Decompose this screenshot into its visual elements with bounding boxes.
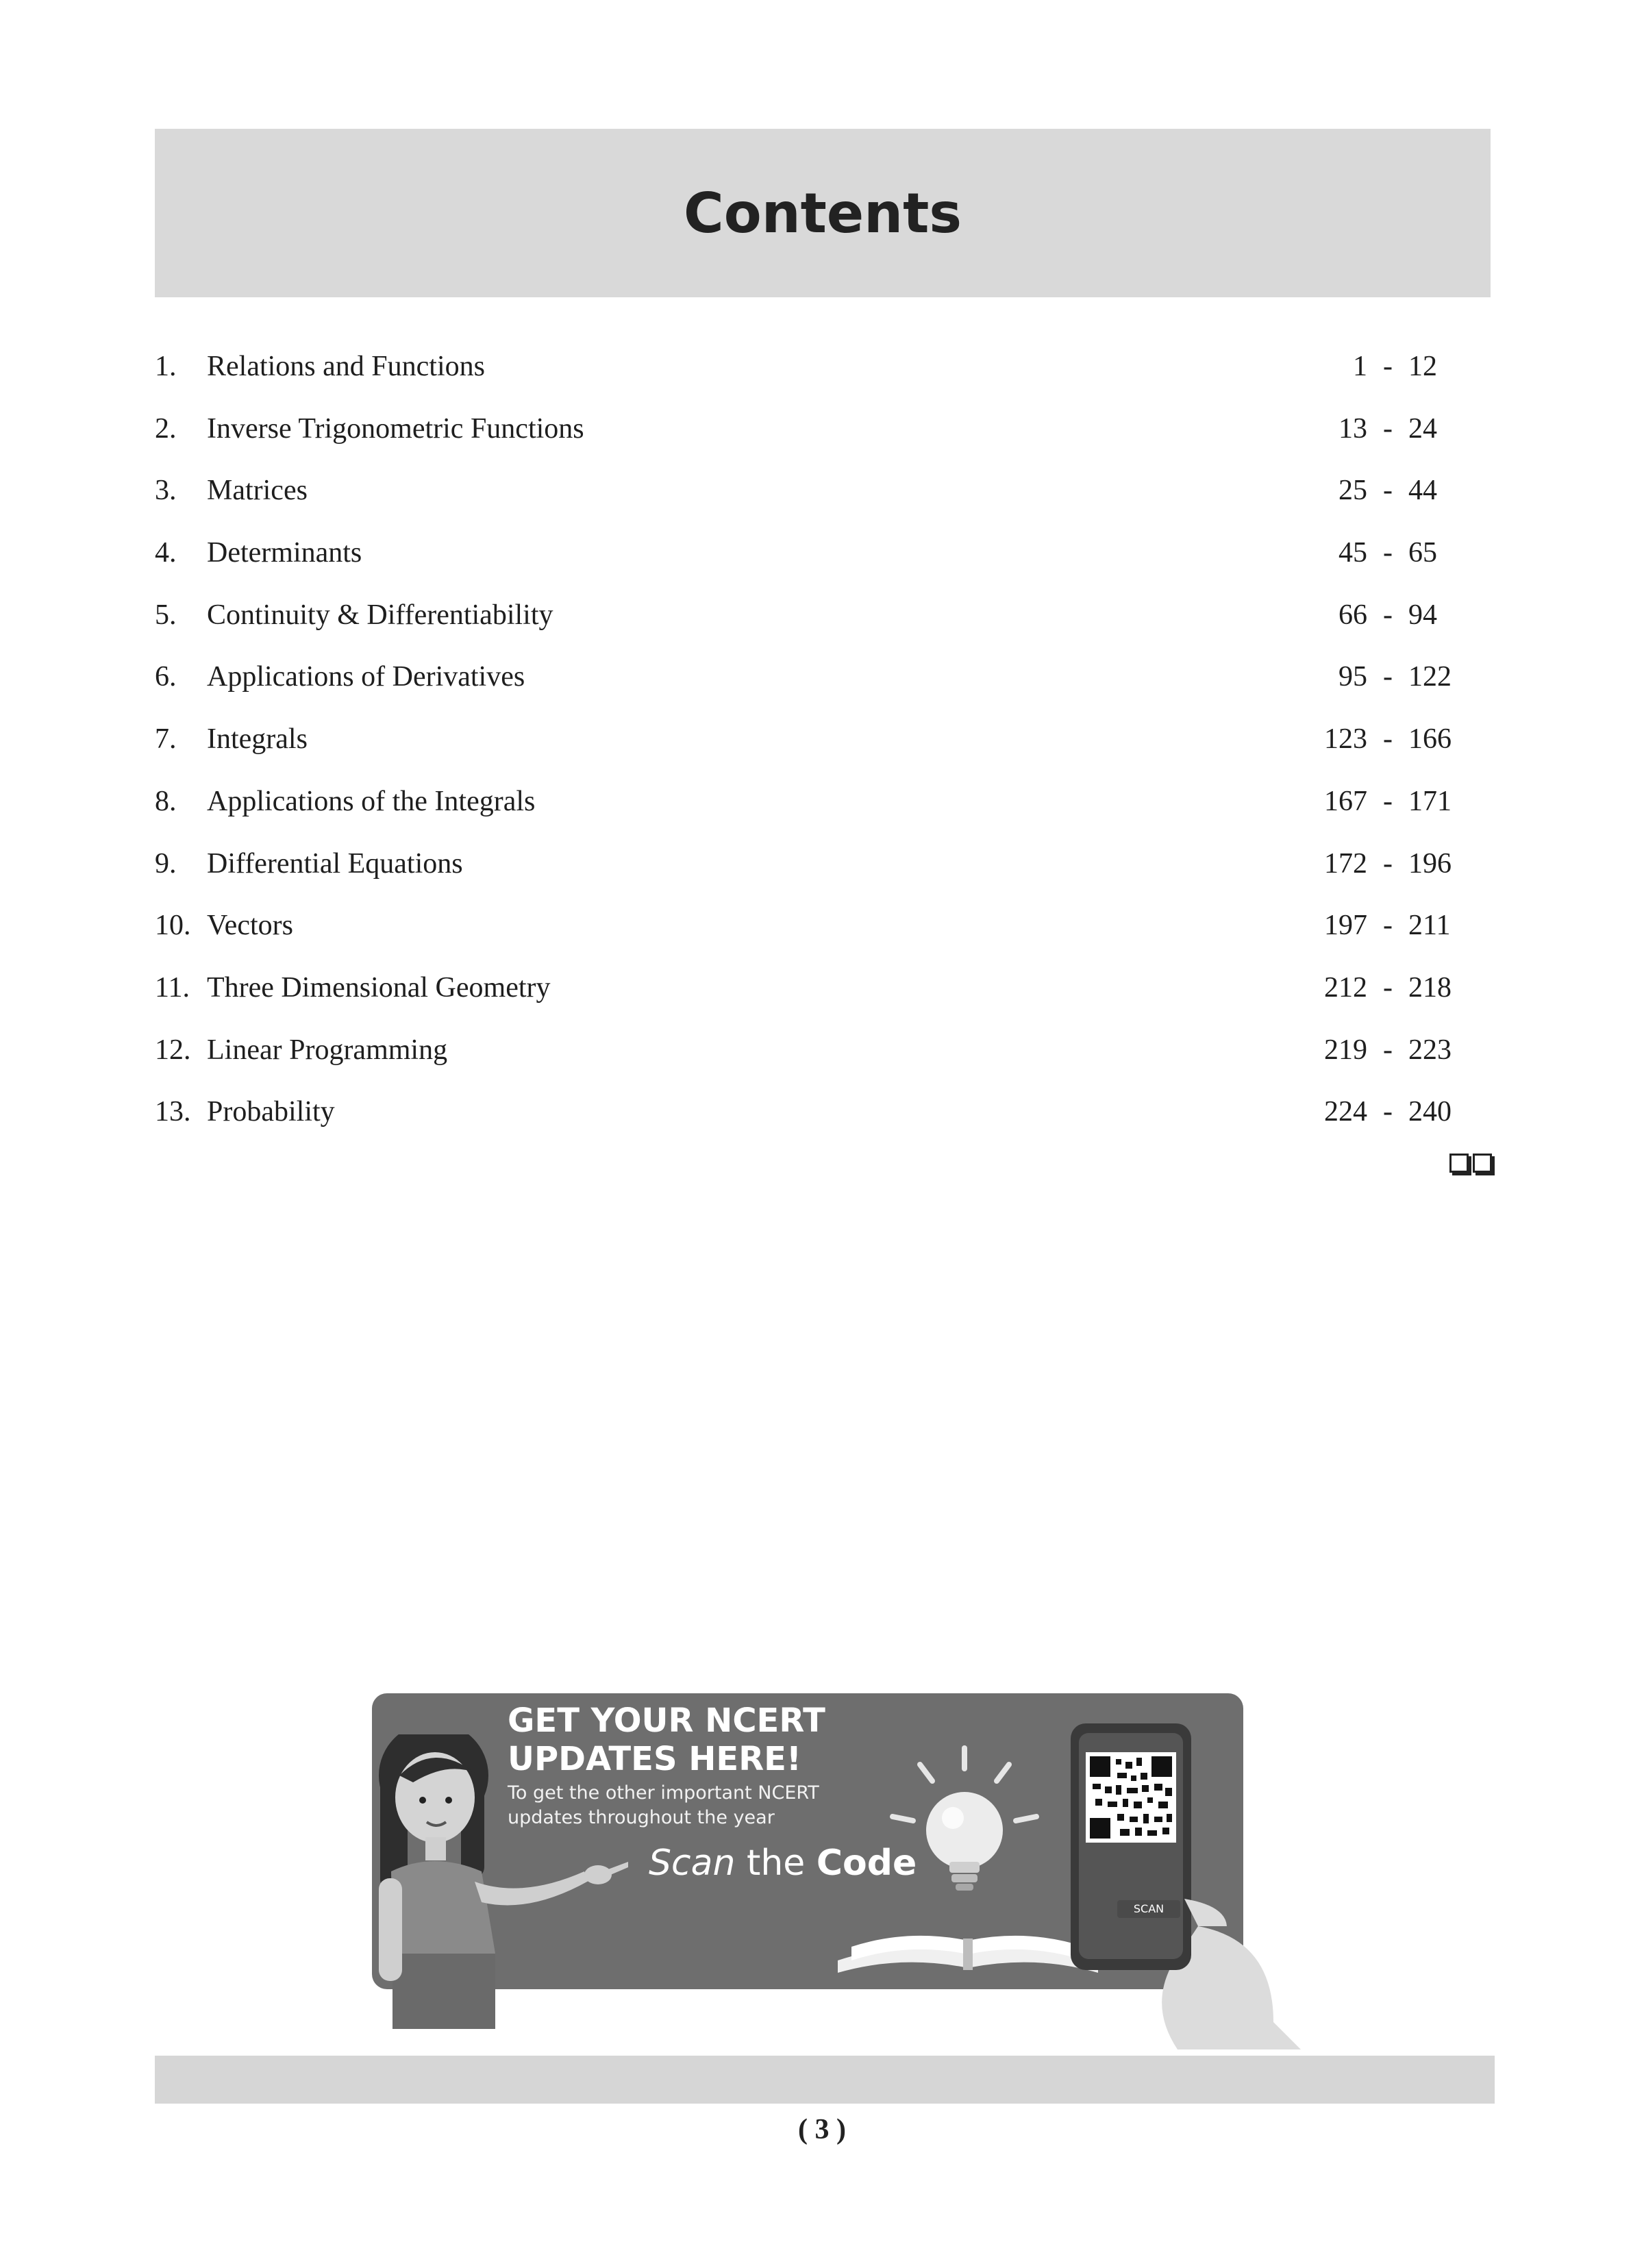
- toc-number: 5.: [155, 599, 177, 631]
- phone-qr-icon: [1068, 1721, 1301, 2049]
- toc-page-dash: -: [1383, 723, 1393, 756]
- toc-page-dash: -: [1383, 537, 1393, 569]
- toc-pages: [1285, 771, 1463, 832]
- cta-word: Scan: [649, 1843, 736, 1884]
- toc-page-start: 172: [1324, 847, 1367, 880]
- toc-row[interactable]: [155, 771, 1491, 833]
- toc-row[interactable]: [155, 833, 1491, 895]
- banner-subtext-line: To get the other important NCERT: [508, 1782, 819, 1804]
- toc-pages: [1285, 1081, 1463, 1143]
- toc-page-dash: -: [1383, 1034, 1393, 1066]
- toc-title: Three Dimensional Geometry: [207, 971, 551, 1004]
- toc-pages: [1285, 957, 1463, 1019]
- toc-page-start: 95: [1338, 661, 1367, 693]
- toc-number: 12.: [155, 1034, 191, 1066]
- toc-pages: [1285, 584, 1463, 646]
- toc-row[interactable]: [155, 398, 1491, 460]
- toc-page-start: 1: [1353, 351, 1367, 382]
- toc-pages: [1285, 1019, 1463, 1081]
- lightbulb-icon: [879, 1741, 1057, 1912]
- square-mark-icon: [1449, 1154, 1469, 1173]
- toc-page-end: 94: [1408, 599, 1437, 631]
- toc-title: Differential Equations: [207, 847, 463, 880]
- toc-page-start: 123: [1324, 723, 1367, 756]
- toc-row[interactable]: [155, 895, 1491, 957]
- cta-word: Code: [816, 1843, 917, 1884]
- toc-page-dash: -: [1383, 910, 1393, 942]
- toc-pages: [1285, 895, 1463, 956]
- banner-headline: [508, 1702, 891, 1778]
- toc-page-end: 223: [1408, 1034, 1452, 1066]
- toc-page-end: 65: [1408, 537, 1437, 569]
- toc-row[interactable]: [155, 708, 1491, 771]
- girl-illustration: [351, 1734, 646, 2029]
- toc-page-start: 219: [1324, 1034, 1367, 1066]
- page-number: ( 3 ): [798, 2114, 846, 2145]
- end-of-section-mark: [1449, 1154, 1492, 1173]
- toc-page-dash: -: [1383, 785, 1393, 817]
- toc-page-end: 240: [1408, 1096, 1452, 1128]
- toc-page-end: 171: [1408, 785, 1452, 817]
- toc-title: Inverse Trigonometric Functions: [207, 412, 584, 445]
- toc-title: Applications of the Integrals: [207, 785, 536, 817]
- toc-page-start: 13: [1338, 412, 1367, 445]
- toc-title: Linear Programming: [207, 1034, 448, 1066]
- toc-page-dash: -: [1383, 475, 1393, 507]
- toc-page-start: 167: [1324, 785, 1367, 817]
- toc-number: 9.: [155, 847, 177, 880]
- toc-page-end: 211: [1408, 910, 1451, 942]
- toc-number: 4.: [155, 537, 177, 569]
- toc-number: 8.: [155, 785, 177, 817]
- ncert-updates-banner[interactable]: [372, 1693, 1243, 1989]
- banner-subtext-line: updates throughout the year: [508, 1807, 775, 1828]
- toc-title: Probability: [207, 1096, 335, 1128]
- toc-row[interactable]: [155, 1081, 1491, 1143]
- toc-page-dash: -: [1383, 971, 1393, 1004]
- toc-pages: [1285, 646, 1463, 708]
- toc-row[interactable]: [155, 336, 1491, 398]
- toc-pages: [1285, 833, 1463, 895]
- toc-page-end: 218: [1408, 971, 1452, 1004]
- toc-title: Determinants: [207, 537, 362, 569]
- toc-title: Vectors: [207, 910, 293, 942]
- toc-number: 13.: [155, 1096, 191, 1128]
- toc-page-end: 122: [1408, 661, 1452, 693]
- footer-band: [155, 2056, 1495, 2104]
- toc-pages: [1285, 336, 1463, 397]
- toc-pages: [1285, 460, 1463, 521]
- banner-headline-line: GET YOUR NCERT: [508, 1702, 825, 1740]
- toc-page-dash: -: [1383, 1096, 1393, 1128]
- toc-page-start: 197: [1324, 910, 1367, 942]
- toc-row[interactable]: [155, 522, 1491, 584]
- toc-row[interactable]: [155, 584, 1491, 647]
- toc-row[interactable]: [155, 646, 1491, 708]
- toc-page-dash: -: [1383, 412, 1393, 445]
- toc-page-start: 45: [1338, 537, 1367, 569]
- toc-number: 1.: [155, 351, 177, 382]
- phone-scan-button: SCAN: [1117, 1900, 1180, 1918]
- toc-page-start: 224: [1324, 1096, 1367, 1128]
- toc-title: Integrals: [207, 723, 308, 756]
- cta-word: the: [746, 1843, 806, 1884]
- toc-pages: [1285, 708, 1463, 770]
- toc-number: 11.: [155, 971, 190, 1004]
- banner-subtext: [508, 1781, 891, 1830]
- toc-page-end: 44: [1408, 475, 1437, 507]
- toc-title: Matrices: [207, 475, 308, 507]
- toc-page-dash: -: [1383, 599, 1393, 631]
- toc-page-start: 66: [1338, 599, 1367, 631]
- toc-page-end: 24: [1408, 412, 1437, 445]
- toc-number: 6.: [155, 661, 177, 693]
- toc-pages: [1285, 398, 1463, 460]
- toc-page-end: 196: [1408, 847, 1452, 880]
- toc-number: 3.: [155, 475, 177, 507]
- toc-page-dash: -: [1383, 847, 1393, 880]
- toc-page-start: 212: [1324, 971, 1367, 1004]
- toc-number: 2.: [155, 412, 177, 445]
- toc-pages: [1285, 522, 1463, 584]
- toc-title: Relations and Functions: [207, 351, 485, 382]
- toc-title: Continuity & Differentiability: [207, 599, 553, 631]
- toc-page-end: 12: [1408, 351, 1437, 382]
- toc-title: Applications of Derivatives: [207, 661, 525, 693]
- banner-headline-line: UPDATES HERE!: [508, 1740, 801, 1778]
- toc-row[interactable]: [155, 460, 1491, 522]
- toc-number: 7.: [155, 723, 177, 756]
- toc-page-end: 166: [1408, 723, 1452, 756]
- toc-row[interactable]: [155, 1019, 1491, 1082]
- toc-row[interactable]: [155, 957, 1491, 1019]
- contents-header-band: [155, 129, 1491, 297]
- toc-page-dash: -: [1383, 351, 1393, 382]
- toc-number: 10.: [155, 910, 191, 942]
- toc-page-dash: -: [1383, 661, 1393, 693]
- scan-the-code-text: [649, 1843, 917, 1884]
- table-of-contents: [155, 336, 1491, 1143]
- page-title: Contents: [684, 181, 962, 245]
- square-mark-icon: [1473, 1154, 1492, 1173]
- toc-page-start: 25: [1338, 475, 1367, 507]
